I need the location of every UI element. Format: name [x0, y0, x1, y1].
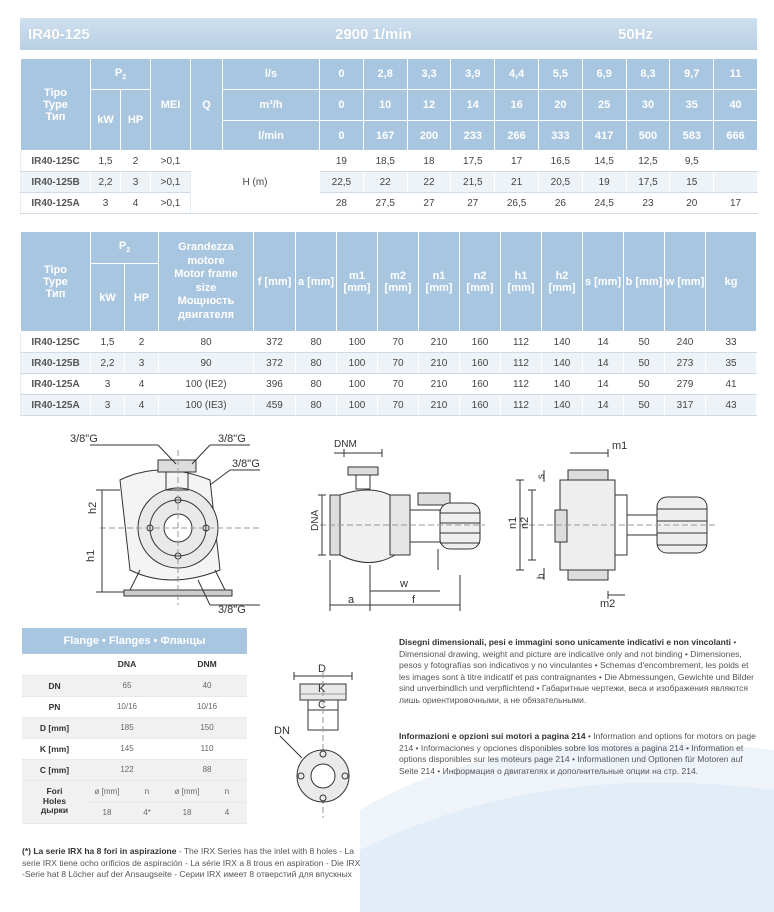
- kw-cell: 3: [91, 374, 125, 395]
- head-cell: 17,5: [451, 151, 495, 172]
- dimension-cell: 160: [460, 395, 501, 416]
- head-cell: 21,5: [451, 172, 495, 193]
- model-cell: IR40-125B: [21, 353, 91, 374]
- head-cell: 27,5: [363, 193, 407, 214]
- dimension-cell: 140: [542, 374, 583, 395]
- model-cell: IR40-125B: [21, 172, 91, 193]
- head-cell: 27: [451, 193, 495, 214]
- head-cell: [714, 172, 758, 193]
- head-cell: 19: [320, 151, 364, 172]
- label-h2: h2: [87, 501, 99, 514]
- dimension-cell: 80: [296, 353, 337, 374]
- head-cell: 22: [363, 172, 407, 193]
- dimension-cell: 33: [706, 332, 757, 353]
- dimension-cell: 80: [296, 332, 337, 353]
- dimension-cell: 372: [254, 353, 296, 374]
- kw-cell: 2,2: [91, 353, 125, 374]
- head-cell: 26,5: [495, 193, 539, 214]
- head-cell: 24,5: [582, 193, 626, 214]
- unit-m3h: m³/h: [223, 90, 320, 121]
- dimension-cell: 140: [542, 332, 583, 353]
- flange-col-dnm: DNM: [167, 654, 247, 675]
- flange-row-label: K [mm]: [22, 738, 87, 759]
- dimension-row: [21, 353, 757, 374]
- fori-label: Fori Holes дырки: [22, 780, 87, 823]
- flange-dnm-value: 150: [167, 717, 247, 738]
- head-cell: 18,5: [363, 151, 407, 172]
- label-dn: DN: [274, 725, 290, 737]
- model-cell: IR40-125A: [21, 374, 91, 395]
- kw-cell: 3: [91, 193, 121, 214]
- dimension-cell: 112: [501, 374, 542, 395]
- mei-cell: >0,1: [151, 172, 191, 193]
- mei-cell: >0,1: [151, 193, 191, 214]
- label-s: s: [536, 474, 547, 479]
- dimension-cell: 70: [378, 374, 419, 395]
- flange-row: [22, 696, 247, 717]
- head-cell: 27: [407, 193, 451, 214]
- label-n1: n1: [507, 516, 519, 529]
- dimension-cell: 14: [583, 353, 624, 374]
- dimension-cell: 210: [419, 353, 460, 374]
- kw-cell: 1,5: [91, 151, 121, 172]
- dimension-cell: 140: [542, 353, 583, 374]
- head-cell: 12,5: [626, 151, 670, 172]
- dimension-cell: 41: [706, 374, 757, 395]
- label-3-8g-4: 3/8"G: [218, 604, 246, 616]
- col-b: b [mm]: [624, 232, 665, 332]
- dimension-cell: 112: [501, 353, 542, 374]
- kw-cell: 1,5: [91, 332, 125, 353]
- dimension-cell: 459: [254, 395, 296, 416]
- dimension-cell: 240: [665, 332, 706, 353]
- dimension-cell: 70: [378, 332, 419, 353]
- label-b: b: [536, 573, 547, 579]
- dimension-cell: 80: [296, 395, 337, 416]
- head-cell: 17: [495, 151, 539, 172]
- flange-row: [22, 759, 247, 780]
- model-cell: IR40-125C: [21, 151, 91, 172]
- dimension-cell: 210: [419, 395, 460, 416]
- dimension-cell: 210: [419, 374, 460, 395]
- hp-cell: 3: [125, 353, 159, 374]
- flange-row: [22, 738, 247, 759]
- kw-cell: 3: [91, 395, 125, 416]
- head-cell: 28: [320, 193, 364, 214]
- model-cell: IR40-125A: [21, 193, 91, 214]
- head-cell: 22: [407, 172, 451, 193]
- col-a: a [mm]: [296, 232, 337, 332]
- dimension-cell: 80: [296, 374, 337, 395]
- head-cell: 21: [495, 172, 539, 193]
- flange-row: [22, 717, 247, 738]
- dimension-cell: 112: [501, 395, 542, 416]
- flange-row-label: DN: [22, 675, 87, 696]
- dimension-cell: 50: [624, 353, 665, 374]
- head-cell: 22,5: [320, 172, 364, 193]
- dimension-cell: 210: [419, 332, 460, 353]
- dimension-cell: 14: [583, 395, 624, 416]
- dimensions-table: [20, 231, 757, 416]
- dimension-cell: 50: [624, 395, 665, 416]
- q-header: Q: [191, 59, 223, 151]
- q-cell: H (m): [191, 151, 320, 214]
- label-3-8g-2: 3/8"G: [218, 433, 246, 445]
- banner-model: IR40-125: [28, 26, 90, 43]
- dimension-cell: 14: [583, 332, 624, 353]
- flange-drawing: [262, 662, 372, 822]
- flange-dna-value: 65: [87, 675, 167, 696]
- dimension-cell: 372: [254, 332, 296, 353]
- flange-table-box: [22, 628, 247, 824]
- head-cell: [714, 151, 758, 172]
- flange-row: [22, 675, 247, 696]
- flange-col-dna: DNA: [87, 654, 167, 675]
- flange-dna-value: 185: [87, 717, 167, 738]
- model-cell: IR40-125A: [21, 395, 91, 416]
- dimension-cell: 160: [460, 353, 501, 374]
- col-f: f [mm]: [254, 232, 296, 332]
- dimension-cell: 100: [337, 353, 378, 374]
- col-n1: n1 [mm]: [419, 232, 460, 332]
- col-h2: h2 [mm]: [542, 232, 583, 332]
- dimension-cell: 14: [583, 374, 624, 395]
- label-w: w: [400, 578, 408, 590]
- hp-cell: 2: [121, 151, 151, 172]
- flange-dnm-value: 40: [167, 675, 247, 696]
- head-cell: 26: [538, 193, 582, 214]
- disclaimer-note: Disegni dimensionali, pesi e immagini sono unicamente indicativi e non vincolanti • Dimensional drawing, weight and picture are indicative only and not binding • Dimensiones, pesos y fotografías son indicativos y no vinculantes • Schemas d'encombrement, les poids et les images sont à titre indicatif et pas contraignantes • Die Abmessungen, Gewichte und Bilder sind unverbindlich und verpflichtend • Габаритные чертежи, веса и изображения являются лишь ориентировочными, а не обязательными.: [399, 637, 754, 705]
- col-n2: n2 [mm]: [460, 232, 501, 332]
- frame-cell: 80: [159, 332, 254, 353]
- dimension-cell: 50: [624, 374, 665, 395]
- unit-lmin: l/min: [223, 121, 320, 151]
- label-dna: DNA: [310, 509, 321, 531]
- label-c: C: [318, 699, 326, 711]
- model-banner: [20, 18, 757, 50]
- pump-side-view-drawing: [300, 435, 490, 615]
- hp-cell: 2: [125, 332, 159, 353]
- col-m1: m1 [mm]: [337, 232, 378, 332]
- hp-cell: 4: [121, 193, 151, 214]
- col-s: s [mm]: [583, 232, 624, 332]
- dimension-cell: 100: [337, 332, 378, 353]
- flange-dna-value: 145: [87, 738, 167, 759]
- dimension-row: [21, 332, 757, 353]
- dimension-cell: 273: [665, 353, 706, 374]
- label-3-8g-3: 3/8"G: [232, 458, 260, 470]
- hp-header-2: HP: [125, 264, 159, 332]
- head-cell: 16,5: [538, 151, 582, 172]
- performance-row: [21, 193, 758, 214]
- model-cell: IR40-125C: [21, 332, 91, 353]
- label-dnm: DNM: [334, 439, 357, 450]
- flange-row-label: PN: [22, 696, 87, 717]
- type-header: Tipo Type Тип: [21, 59, 91, 151]
- head-cell: 23: [626, 193, 670, 214]
- label-d: D: [318, 663, 326, 675]
- motor-info-note: Informazioni e opzioni sui motori a pagina 214 • Information and options for motors on page 214 • Informaciones y opciones disponibles sobre los motores a pagina 214 • Information et options disponibles sur les moteurs page 214 • Informationen und Optionen für Motoren auf Seite 214 • Информация о двигателях и дополнительные опции на стр. 214.: [399, 731, 756, 776]
- col-kg: kg: [706, 232, 757, 332]
- flange-row-label: C [mm]: [22, 759, 87, 780]
- flange-dnm-value: 10/16: [167, 696, 247, 717]
- hp-cell: 3: [121, 172, 151, 193]
- pump-front-view-drawing: [60, 430, 280, 620]
- label-m1: m1: [612, 440, 628, 452]
- dimension-cell: 70: [378, 353, 419, 374]
- frame-cell: 100 (IE3): [159, 395, 254, 416]
- dimension-cell: 70: [378, 395, 419, 416]
- flange-dna-value: 122: [87, 759, 167, 780]
- frame-cell: 90: [159, 353, 254, 374]
- hp-cell: 4: [125, 374, 159, 395]
- flange-dna-value: 10/16: [87, 696, 167, 717]
- mei-header: MEI: [151, 59, 191, 151]
- dimension-row: [21, 395, 757, 416]
- flange-dnm-value: 88: [167, 759, 247, 780]
- col-m2: m2 [mm]: [378, 232, 419, 332]
- head-cell: 18: [407, 151, 451, 172]
- flange-row-label: D [mm]: [22, 717, 87, 738]
- label-f: f: [412, 594, 416, 606]
- dimension-cell: 100: [337, 374, 378, 395]
- head-cell: 19: [582, 172, 626, 193]
- label-3-8g-1: 3/8"G: [70, 433, 98, 445]
- dimension-cell: 112: [501, 332, 542, 353]
- performance-row: [21, 151, 758, 172]
- dimension-cell: 100: [337, 395, 378, 416]
- kw-header-2: kW: [91, 264, 125, 332]
- performance-row: [21, 172, 758, 193]
- kw-header: kW: [91, 90, 121, 151]
- col-h1: h1 [mm]: [501, 232, 542, 332]
- banner-frequency: 50Hz: [618, 26, 654, 43]
- dimension-row: [21, 374, 757, 395]
- head-cell: 17: [714, 193, 758, 214]
- label-h1: h1: [85, 549, 97, 562]
- dimension-cell: 160: [460, 374, 501, 395]
- label-a: a: [348, 594, 355, 606]
- hp-cell: 4: [125, 395, 159, 416]
- dimension-cell: 50: [624, 332, 665, 353]
- type-header-2: Tipo Type Тип: [21, 232, 91, 332]
- power-header-2: $P_2$: [91, 232, 159, 264]
- label-m2: m2: [600, 598, 616, 610]
- flange-dnm-value: 110: [167, 738, 247, 759]
- head-cell: 20,5: [538, 172, 582, 193]
- dimension-cell: 35: [706, 353, 757, 374]
- head-cell: 14,5: [582, 151, 626, 172]
- dimension-cell: 396: [254, 374, 296, 395]
- frame-cell: 100 (IE2): [159, 374, 254, 395]
- dimension-cell: 140: [542, 395, 583, 416]
- banner-speed: 2900 1/min: [335, 26, 412, 43]
- power-header: $P_2$: [91, 59, 151, 90]
- kw-cell: 2,2: [91, 172, 121, 193]
- footnote: (*) La serie IRX ha 8 fori in aspirazione - The IRX Series has the inlet with 8 holes - La serie IRX tiene ocho orificios de aspiración - La série IRX a 8 trous en aspiration - Die IRX -Serie hat 8 Löcher auf der Ansaugseite - Серии IRX имеет 8 отверстий для впускных: [22, 846, 361, 879]
- label-n2: n2: [519, 516, 531, 529]
- performance-table: Tipo Type Тип $P_2$ MEI Q l/s 0 2,8 3,3 3,9 4,4 5,5 6,9 8,3 9,7 11 kW HP m³/h 0 10 12 14 16 20 25 30 35 40 l/min 0 167 200 233 266 333 417 500 583 666 IR40-125C 1,5 2 >0,1 H (m) 19 18,5 18 17,5 17 16,5 14,5 12,5 9,5 IR40-125B 2,2 3 >0,1 22,5 22 22 21,5 21 20,5 19 17,5 15 IR40-125A 3 4 >0,1 28 27,5 27 27 26,5 26 24,5 23 20 17: [20, 58, 758, 214]
- head-cell: 17,5: [626, 172, 670, 193]
- unit-ls: l/s: [223, 59, 320, 90]
- label-k: K: [318, 683, 326, 695]
- dimension-cell: 279: [665, 374, 706, 395]
- dimension-cell: 43: [706, 395, 757, 416]
- flange-table: DNA DNM DN 65 40 PN 10/16 10/16 D [mm] 185 150 K [mm] 145 110 C [mm] 122 88 Fori Holes дырки ø [mm] n ø [mm] n 18 4* 18 4: [22, 654, 247, 824]
- head-cell: 15: [670, 172, 714, 193]
- dimension-cell: 317: [665, 395, 706, 416]
- head-cell: 9,5: [670, 151, 714, 172]
- flange-title: Flange • Flanges • Фланцы: [22, 628, 247, 654]
- hp-header: HP: [121, 90, 151, 151]
- motor-frame-header: Grandezza motore Motor frame size Мощность двигателя: [159, 232, 254, 332]
- col-w: w [mm]: [665, 232, 706, 332]
- mei-cell: >0,1: [151, 151, 191, 172]
- dimension-cell: 160: [460, 332, 501, 353]
- head-cell: 20: [670, 193, 714, 214]
- pump-top-view-drawing: [500, 435, 720, 615]
